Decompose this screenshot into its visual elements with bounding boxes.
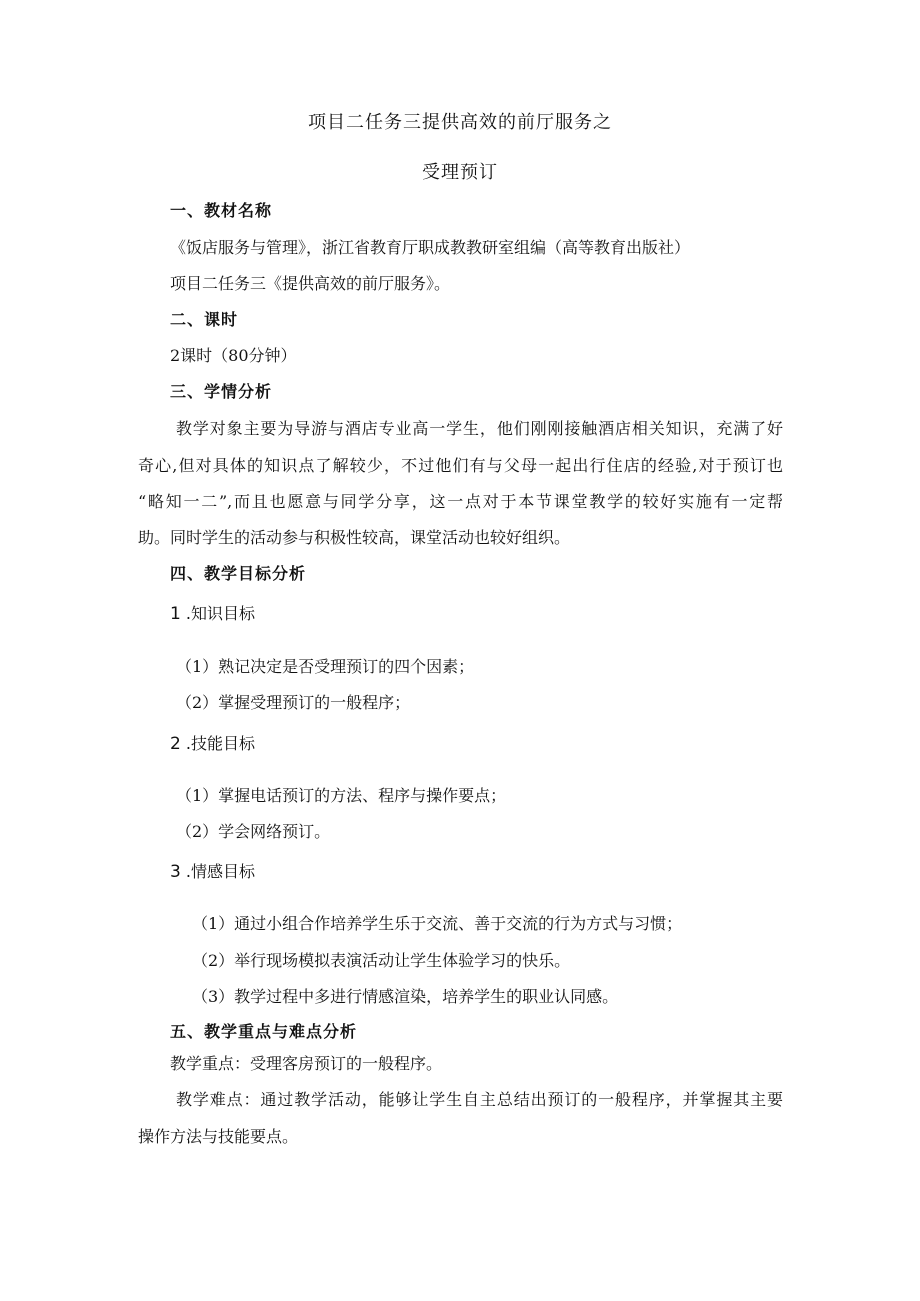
- paragraph-line: 奇心,但对具体的知识点了解较少，不过他们有与父母一起出行住店的经验,对于预订也: [138, 456, 783, 475]
- section-heading-students: 三、学情分析: [170, 382, 273, 401]
- class-hours: 2课时（80分钟）: [170, 346, 297, 365]
- objective-skill-heading: [170, 733, 255, 755]
- paragraph-line: “略知一二”,而且也愿意与同学分享，这一点对于本节课堂教学的较好实施有一定帮: [138, 492, 783, 511]
- paragraph-line: 助。同时学生的活动参与积极性较高，课堂活动也较好组织。: [138, 528, 571, 547]
- objective-item: （1）通过小组合作培养学生乐于交流、善于交流的行为方式与习惯；: [192, 914, 683, 933]
- objective-emotion-heading: [170, 861, 255, 883]
- document-title-line-2: 受理预订: [422, 162, 498, 183]
- difficult-point-line: 教学难点：通过教学活动，能够让学生自主总结出预订的一般程序，并掌握其主要: [176, 1090, 783, 1109]
- section-heading-objectives: 四、教学目标分析: [170, 564, 307, 583]
- key-point: 教学重点：受理客房预订的一般程序。: [170, 1054, 443, 1073]
- objective-item: （2）举行现场模拟表演活动让学生体验学习的快乐。: [192, 951, 571, 970]
- objective-label: .技能目标: [185, 734, 256, 753]
- objective-item: （1）掌握电话预订的方法、程序与操作要点；: [176, 786, 507, 805]
- objective-item: （2）掌握受理预订的一般程序；: [176, 693, 411, 712]
- objective-label: .情感目标: [185, 862, 256, 881]
- objective-number: 3: [170, 862, 181, 882]
- section-heading-key-points: 五、教学重点与难点分析: [170, 1022, 358, 1041]
- document-title-line-1: 项目二任务三提供高效的前厅服务之: [308, 112, 612, 133]
- objective-item: （2）学会网络预订。: [176, 822, 331, 841]
- textbook-chapter: 项目二任务三《提供高效的前厅服务》。: [170, 274, 451, 293]
- difficult-point-line: 操作方法与技能要点。: [138, 1127, 299, 1146]
- paragraph-line: 教学对象主要为导游与酒店专业高一学生，他们刚刚接触酒店相关知识，充满了好: [176, 419, 783, 438]
- objective-number: 2: [170, 734, 181, 754]
- objective-knowledge-heading: [170, 603, 255, 625]
- objective-item: （1）熟记决定是否受理预订的四个因素；: [176, 657, 475, 676]
- objective-label: .知识目标: [185, 604, 256, 623]
- textbook-title: 《饭店服务与管理》，浙江省教育厅职成教教研室组编（高等教育出版社）: [170, 238, 691, 257]
- section-heading-textbook: 一、教材名称: [170, 201, 273, 220]
- section-heading-hours: 二、课时: [170, 310, 239, 329]
- objective-number: 1: [170, 604, 181, 624]
- objective-item: （3）教学过程中多进行情感渲染，培养学生的职业认同感。: [192, 987, 619, 1006]
